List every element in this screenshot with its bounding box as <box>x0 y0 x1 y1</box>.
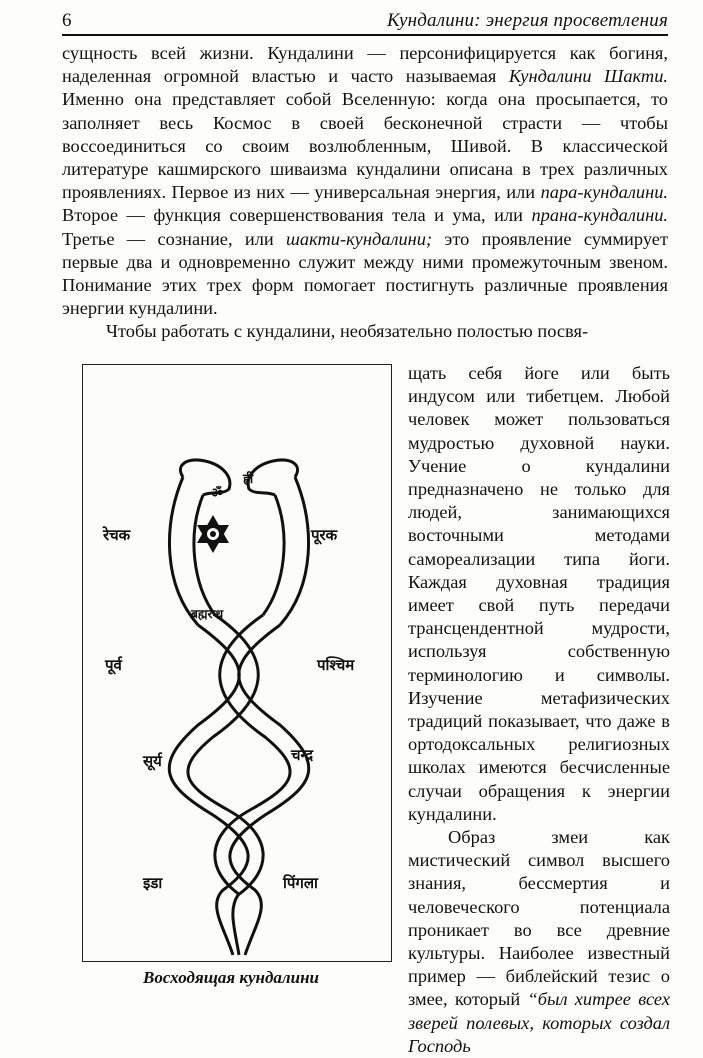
label-brahmarandhra: ब्रह्मरन्ध्र <box>191 607 224 621</box>
label-rechaka: रेचक <box>103 526 131 544</box>
main-text <box>62 42 668 344</box>
label-east: पूर्व <box>105 656 122 674</box>
label-pingala: पिंगला <box>283 874 318 892</box>
figure-caption: Восходящая кундалини <box>143 968 319 987</box>
paragraph-2-rest: щать себя йоге или быть индусом или тибетцем. Любой человек может пользоваться мудростью духовной науки. Учение о кундалини предназначено не только для людей, занимающихся восточными методами самореализации типа йоги. Каждая духовная традиция имеет свой путь передачи трансцендентной мудрости, используя собственную терминологию и символы. Изучение метафизических традиций показывает, что даже в ортодоксальных религиозных школах имеются бесчисленные случаи обращения к энергии кундалини. <box>408 363 670 824</box>
label-chandra: चन्द्र <box>291 746 314 764</box>
paragraph-3: Образ змеи как мистический символ высшего знания, бессмертия и человеческого потенциала проникает во все древние культуры. Наиболее известный пример — библейский тезис о змее, который “был хитрее всех зверей полевых, которых создал Господь <box>408 827 670 1056</box>
page-number: 6 <box>62 10 72 31</box>
paragraph-2-start: Чтобы работать с кундалини, необязательно полостью посвя- <box>106 321 589 342</box>
label-puraka: पूरक <box>311 526 338 544</box>
label-west: पश्चिम <box>317 656 355 674</box>
figure-frame <box>82 364 392 962</box>
label-head-left: ॐ <box>211 486 223 501</box>
label-surya: सूर्य <box>143 752 162 770</box>
running-title: Кундалини: энергия просветления <box>386 10 668 31</box>
side-column-text <box>408 362 670 1058</box>
paragraph-1: сущность всей жизни. Кундалини — персонифицируется как богиня, наделенная огромной властью и часто называемая Кундалини Шакти. Именно она представляет собой Вселенную: когда она просыпается, то заполняет весь Космос в своей бесконечной страсти — чтобы воссоединиться со своим возлюбленным, Шивой. В классической литературе кашмирского шиваизма кундалини описана в трех различных проявлениях. Первое из них — универсальная энергия, или пара-кундалини. Второе — функция совершенствования тела и ума, или прана-кундалини. Третье — сознание, или шакти-кундалини; это проявление суммирует первые два и одновременно служит между ними промежуточным звеном. Понимание этих трех форм помогает постигнуть различные проявления энергии кундалини. <box>62 43 668 319</box>
kundalini-figure <box>66 362 396 987</box>
page-header <box>62 8 668 36</box>
label-ida: इडा <box>143 874 163 892</box>
label-head-right: ह्रीं <box>243 472 254 487</box>
